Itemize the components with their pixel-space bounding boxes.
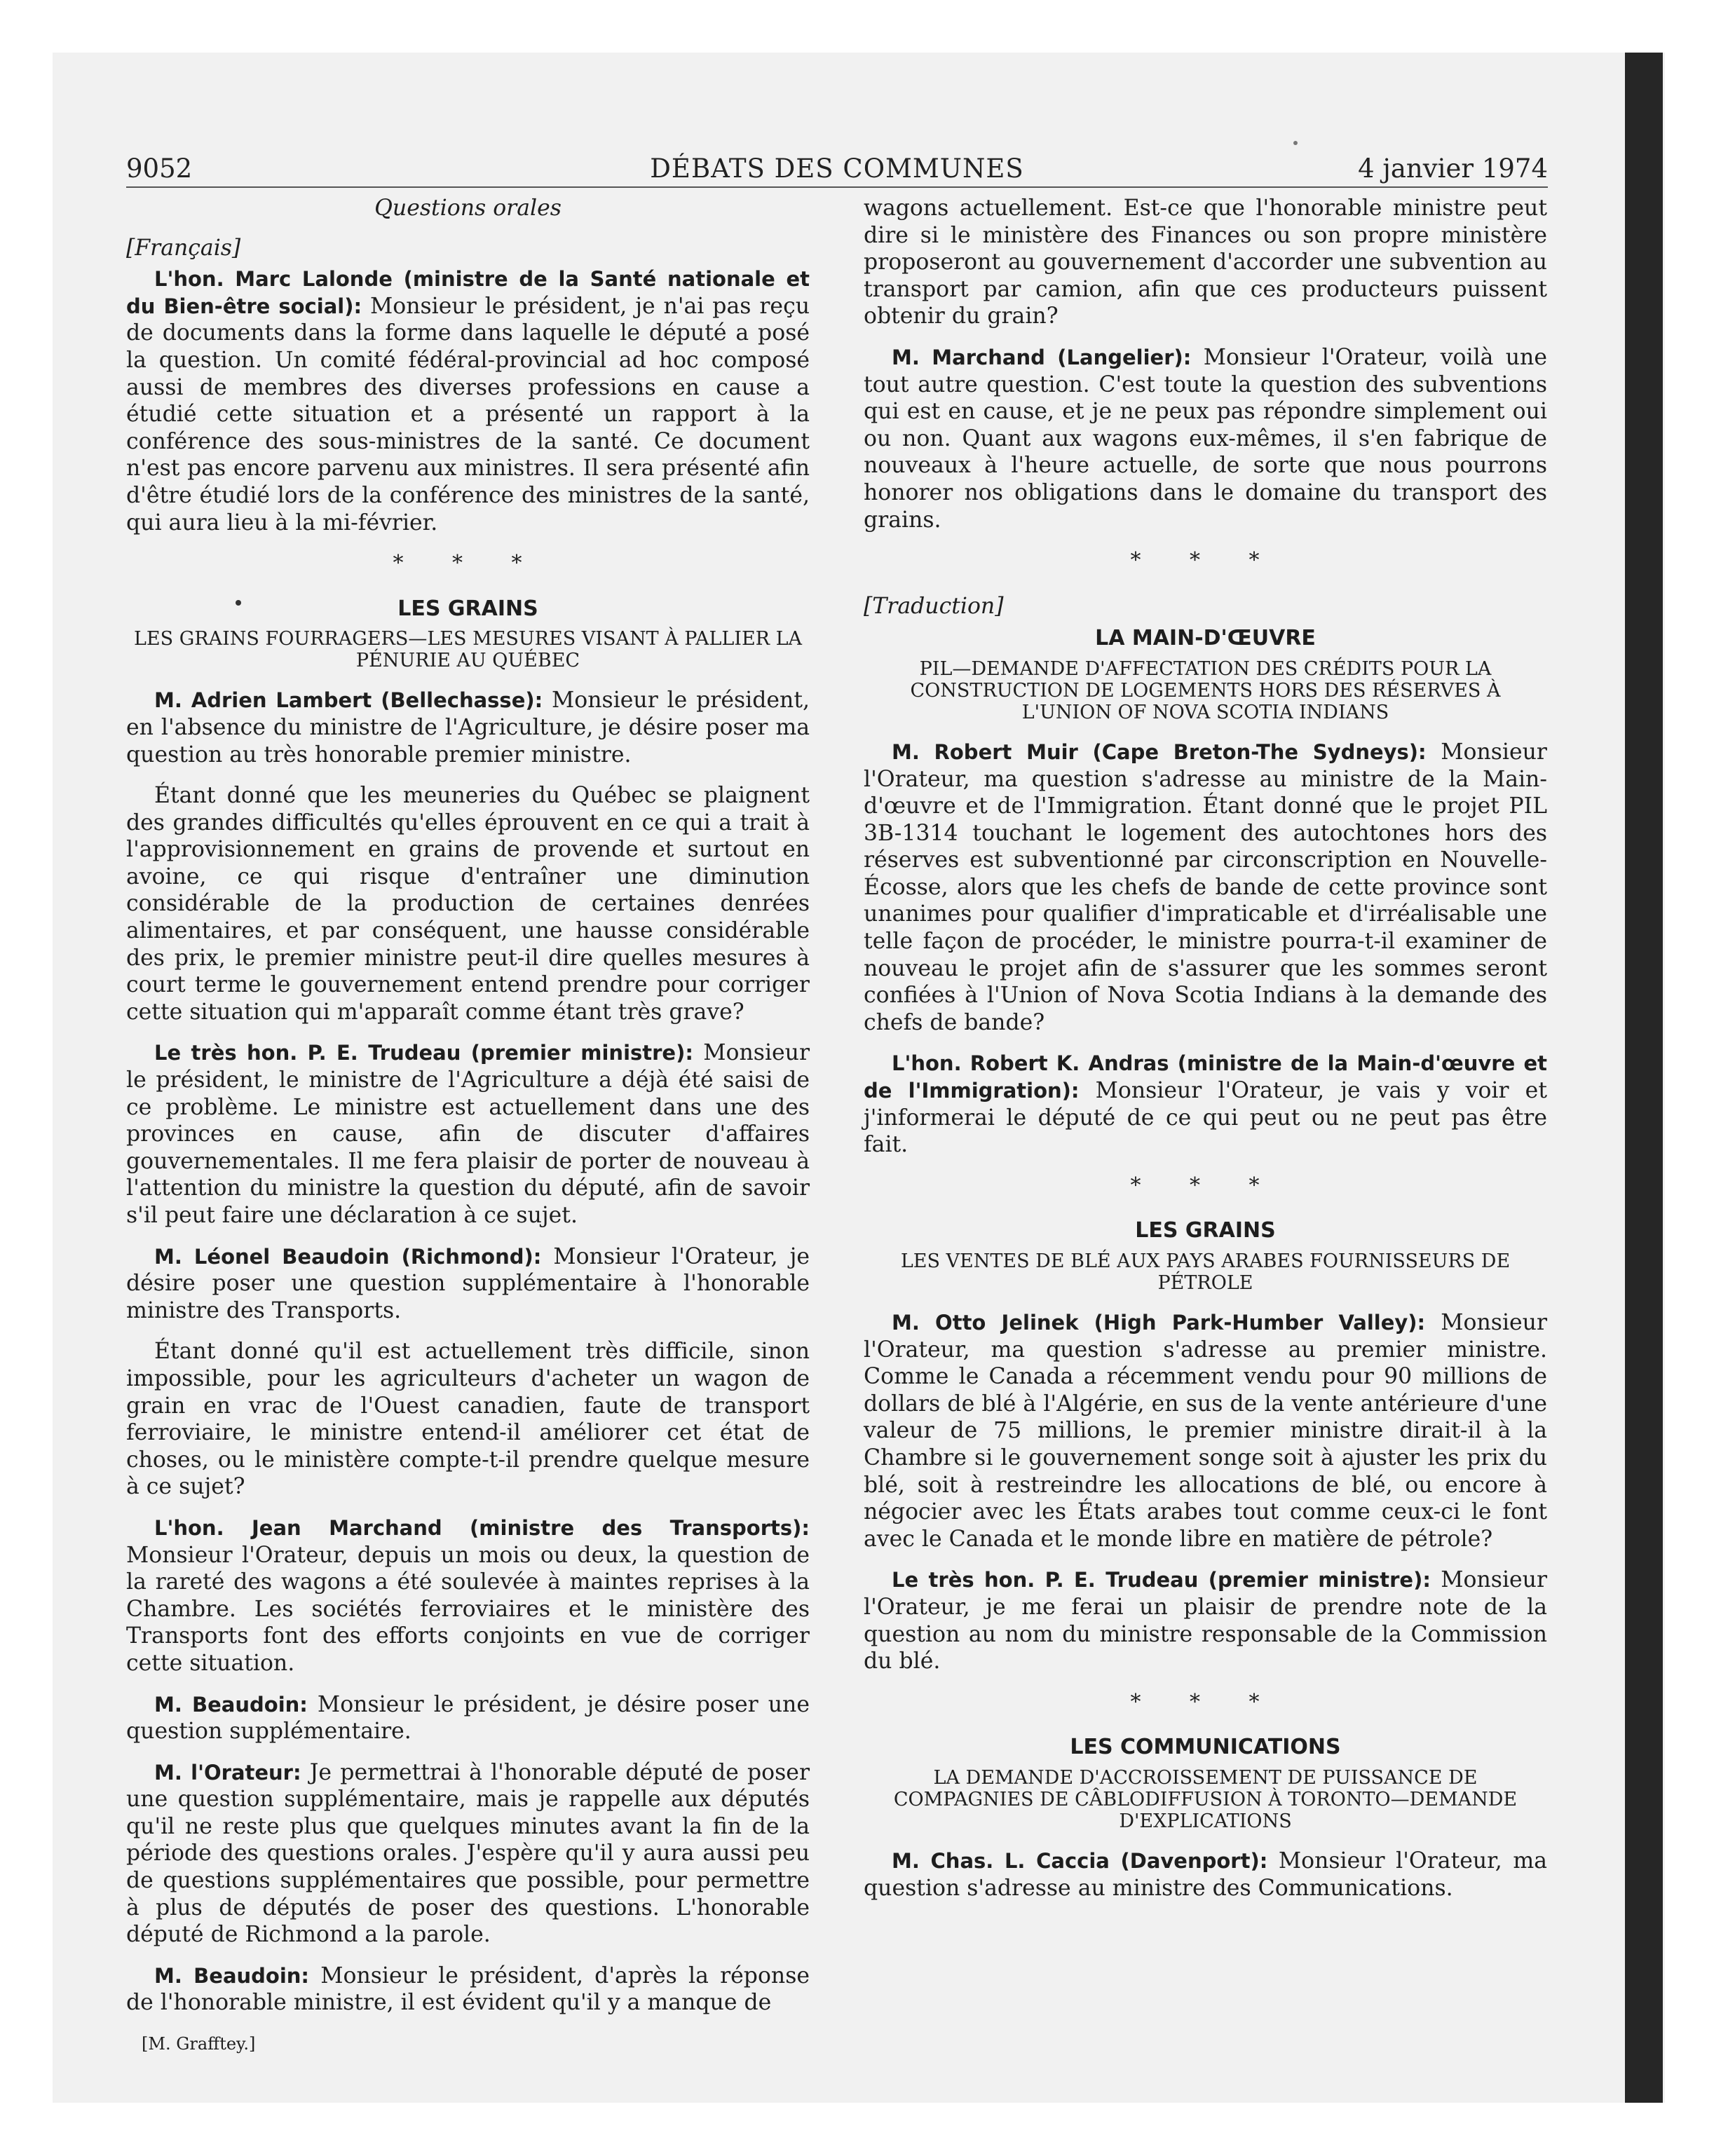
speech: Monsieur l'Orateur, voilà une tout autre question. C'est toute la question des subventions qui est en cause, et je ne peux pas répondre simplement oui ou non. Quant aux wagons eux-mêmes, il s'en fabrique de nouveaux à l'heure actuelle, de sorte que nous pourrons honorer nos obligations dans le domaine du transport des grains.	[864, 344, 1547, 533]
speaker: L'hon. Marc Lalonde (ministre de la Santé nationale et du Bien-être social):	[126, 267, 810, 318]
paragraph	[864, 344, 1547, 533]
paragraph	[126, 687, 810, 768]
paragraph	[126, 266, 810, 536]
paragraph	[864, 1848, 1547, 1902]
paragraph	[864, 1309, 1547, 1553]
paragraph: Étant donné que les meuneries du Québec se plaignent des grandes difficultés qu'elles éprouvent en ce qui a trait à l'approvisionnement en grains de provende et surtout en avoine, ce qui risque d'entraîner une diminution considérable de la production de certaines denrées alimentaires, et par conséquent, une hausse considérable des prix, le premier ministre peut-il dire quelles mesures à court terme le gouvernement entend prendre pour corriger cette situation qui m'apparaît comme étant très grave?	[126, 783, 810, 1025]
subject-heading: PIL—DEMANDE D'AFFECTATION DES CRÉDITS POUR LA CONSTRUCTION DE LOGEMENTS HORS DES RÉSERVES À L'UNION OF NOVA SCOTIA INDIANS	[910, 657, 1501, 723]
speaker: M. Robert Muir (Cape Breton-The Sydneys):	[892, 739, 1427, 764]
ink-dot	[1293, 141, 1298, 145]
speaker: M. Chas. L. Caccia (Davenport):	[892, 1848, 1268, 1873]
speech: Monsieur l'Orateur, je vais y voir et j'informerai le député de ce qui peut ou ne peut pas être fait.	[864, 1078, 1547, 1158]
language-marker: [Traduction]	[864, 593, 1004, 619]
speaker: M. Beaudoin:	[154, 1963, 310, 1988]
subject-heading: LES GRAINS FOURRAGERS—LES MESURES VISANT À PALLIER LA PÉNURIE AU QUÉBEC	[133, 628, 803, 672]
speech: Je permettrai à l'honorable député de poser une question supplémentaire, mais je rappelle aux députés qu'il ne reste plus que quelques minutes avant la fin de la période des questions orales. J'espère qu'il y aura aussi peu de questions supplémentaires que possible, pour permettre à plus de députés de poser des questions. L'honorable député de Richmond a la parole.	[126, 1759, 810, 1948]
rubric-heading: LA MAIN-D'ŒUVRE	[1095, 626, 1316, 651]
speech: Monsieur le président, le ministre de l'Agriculture a déjà été saisi de ce problème. Le ministre est actuellement dans une des provinces en cause, afin de discuter d'affaires gouvernementales. Il me fera plaisir de porter de nouveau à l'attention du ministre la question du député, afin de savoir s'il peut faire une déclaration à ce sujet.	[126, 1040, 810, 1228]
speaker: L'hon. Jean Marchand (ministre des Transports):	[154, 1515, 810, 1540]
scan-edge	[1625, 53, 1663, 2103]
section-separator: * * *	[1130, 1689, 1281, 1714]
section-title: Questions orales	[374, 196, 562, 221]
speech: Monsieur l'Orateur, ma question s'adresse au ministre de la Main-d'œuvre et de l'Immigration. Étant donné que le projet PIL 3B-1314 touchant le logement des autochtones hors des réserves est subventionné par circonscription en Nouvelle-Écosse, alors que les chefs de bande de cette province sont unanimes pour qualifier d'impraticable et d'irréalisable une telle façon de procéder, le ministre pourra-t-il examiner de nouveau le projet afin de s'assurer que les sommes seront confiées à l'Union of Nova Scotia Indians à la demande des chefs de bande?	[864, 739, 1547, 1035]
speech: Monsieur l'Orateur, ma question s'adresse au premier ministre. Comme le Canada a récemment vendu pour 90 millions de dollars de blé à l'Algérie, en sus de la vente antérieure d'une valeur de 75 millions, le premier ministre dirait-il à la Chambre si le gouvernement songe soit à ajuster les prix du blé, soit à restreindre les allocations de blé, ou encore à négocier avec les États arabes tout comme ceux-ci le font avec le Canada et le monde libre en matière de pétrole?	[864, 1310, 1548, 1552]
speaker: M. Léonel Beaudoin (Richmond):	[154, 1244, 542, 1269]
paragraph	[126, 1759, 810, 1949]
speaker: M. Marchand (Langelier):	[892, 345, 1192, 369]
paragraph	[126, 1515, 810, 1677]
speaker: M. Adrien Lambert (Bellechasse):	[154, 688, 543, 713]
paragraph	[864, 1050, 1547, 1158]
subject-heading: LES VENTES DE BLÉ AUX PAYS ARABES FOURNISSEURS DE PÉTROLE	[900, 1250, 1511, 1294]
publication-title: DÉBATS DES COMMUNES	[650, 153, 1024, 184]
section-separator: * * *	[1130, 1173, 1281, 1198]
speech: Monsieur le président, en l'absence du ministre de l'Agriculture, je désire poser ma question au très honorable premier ministre.	[126, 688, 810, 767]
speech: Monsieur le président, d'après la réponse de l'honorable ministre, il est évident qu'il y a manque de	[126, 1963, 810, 2016]
language-marker: [Français]	[126, 235, 241, 261]
left-column	[126, 195, 810, 2058]
paragraph: wagons actuellement. Est-ce que l'honorable ministre peut dire si le ministère des Finances ou son propre ministère proposeront au gouvernement d'accorder une subvention au transport par camion, afin que ces producteurs puissent obtenir du grain?	[864, 196, 1547, 329]
speech: Monsieur l'Orateur, ma question s'adresse au ministre des Communications.	[864, 1848, 1547, 1901]
section-separator: * * *	[1130, 548, 1281, 573]
paragraph	[126, 1243, 810, 1325]
speaker: M. l'Orateur:	[154, 1760, 301, 1785]
speaker: Le très hon. P. E. Trudeau (premier ministre):	[892, 1568, 1431, 1592]
speech: Monsieur le président, je n'ai pas reçu de documents dans la forme dans laquelle le député a posé la question. Un comité fédéral-provincial ad hoc composé aussi de membres des diverses professions en cause a étudié cette situation et a présenté un rapport à la conférence des sous-ministres de la santé. Ce document n'est pas encore parvenu aux ministres. Il sera présenté afin d'être étudié lors de la conférence des ministres de la santé, qui aura lieu à la mi-février.	[126, 293, 810, 535]
page-number: 9052	[126, 153, 193, 184]
speaker: Le très hon. P. E. Trudeau (premier ministre):	[154, 1041, 693, 1065]
rubric-heading: LES COMMUNICATIONS	[1070, 1735, 1341, 1760]
rubric-heading: LES GRAINS	[397, 596, 538, 621]
running-header	[126, 147, 1548, 188]
speech: Monsieur l'Orateur, je désire poser une question supplémentaire à l'honorable ministre des Transports.	[126, 1243, 810, 1323]
speaker: M. Otto Jelinek (High Park-Humber Valley):	[892, 1311, 1426, 1335]
paragraph	[126, 1691, 810, 1745]
paragraph: Étant donné qu'il est actuellement très difficile, sinon impossible, pour les agriculteurs d'acheter un wagon de grain en vrac de l'Ouest canadien, faute de transport ferroviaire, le ministre entend-il améliorer cet état de choses, ou le ministère compte-t-il prendre quelque mesure à ce sujet?	[126, 1339, 810, 1500]
paragraph	[864, 739, 1547, 1037]
paragraph	[126, 1963, 810, 2017]
speaker-note: [M. Grafftey.]	[142, 2034, 256, 2054]
issue-date: 4 janvier 1974	[1358, 153, 1548, 184]
speech: Monsieur le président, je désire poser une question supplémentaire.	[126, 1691, 810, 1745]
subject-heading: LA DEMANDE D'ACCROISSEMENT DE PUISSANCE DE COMPAGNIES DE CÂBLODIFFUSION À TORONTO—DEMANDE D'EXPLICATIONS	[893, 1766, 1518, 1832]
speech: Monsieur l'Orateur, je me ferai un plaisir de prendre note de la question au nom du ministre responsable de la Commission du blé.	[864, 1567, 1548, 1674]
rubric-heading: LES GRAINS	[1135, 1218, 1276, 1243]
section-separator: * * *	[393, 551, 543, 576]
right-column	[864, 195, 1547, 1916]
paragraph	[126, 1039, 810, 1229]
speaker: L'hon. Robert K. Andras (ministre de la Main-d'œuvre et de l'Immigration):	[864, 1051, 1547, 1103]
speech: Monsieur l'Orateur, depuis un mois ou deux, la question de la rareté des wagons a été soulevée à maintes reprises à la Chambre. Les sociétés ferroviaires et le ministère des Transports font des efforts conjoints en vue de corriger cette situation.	[126, 1542, 810, 1676]
speaker: M. Beaudoin:	[154, 1692, 308, 1717]
paragraph	[864, 1567, 1547, 1674]
